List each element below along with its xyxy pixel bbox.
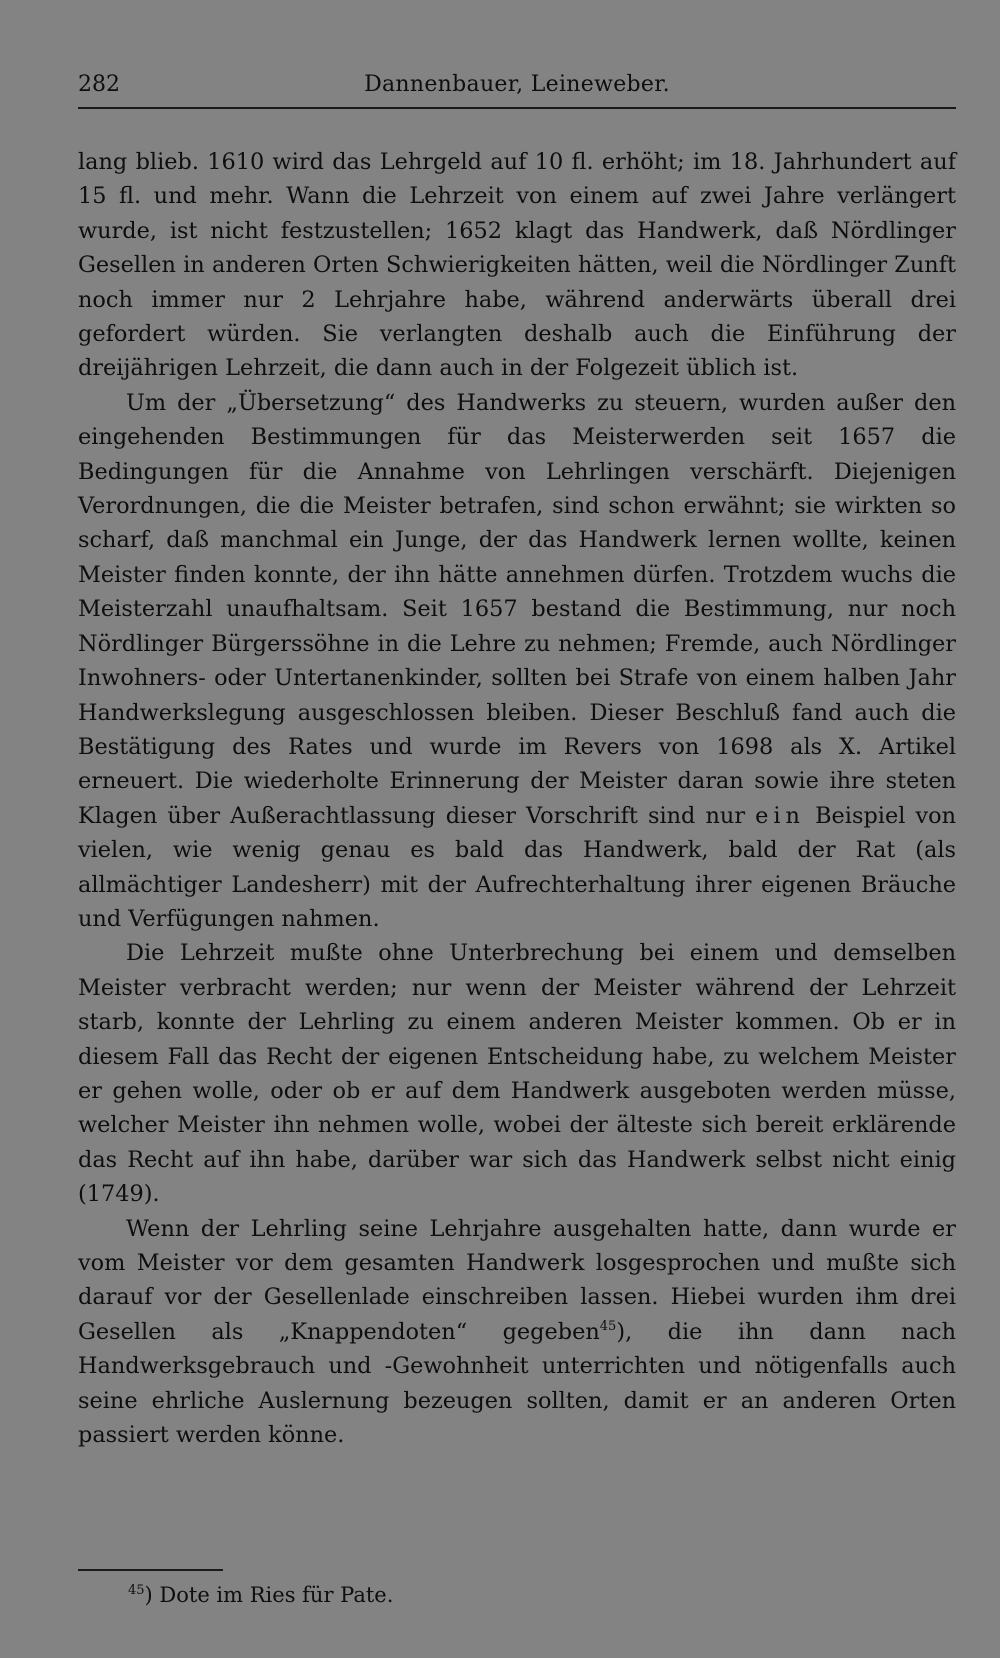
- footnote-text: ) Dote im Ries für Pate.: [144, 1583, 394, 1607]
- paragraph-2: [78, 386, 956, 937]
- paragraph-3: [78, 936, 956, 1211]
- footnote-marker[interactable]: 45: [599, 1318, 617, 1334]
- paragraph-4-text: Wenn der Lehrling seine Lehrjahre ausgehalten hatte, dann wurde er vom Meister vor dem gesamten Handwerk losgesprochen und mußte sich darauf vor der Gesellenlade einschreiben lassen. Hiebei wurden ihm drei Gesellen als „Knappendoten“ gegeben: [78, 1215, 956, 1345]
- body-text: [78, 145, 956, 1452]
- page-number: 282: [78, 72, 120, 97]
- paragraph-4-continuation: ), die ihn dann nach Handwerksgebrauch und -Gewohnheit unterrichten und nötigenfalls auch seine ehrliche Auslernung bezeugen sollten, damit er an anderen Orten passiert werden könne.: [78, 1318, 956, 1449]
- header-rule: [78, 107, 956, 109]
- paragraph-2-text: Um der „Übersetzung“ des Handwerks zu steuern, wurden außer den eingehenden Bestimmungen für das Meisterwerden seit 1657 die Bedingungen für die Annahme von Lehrlingen verschärft. Diejenigen Verordnungen, die die Meister betrafen, sind schon erwähnt; sie wirkten so scharf, daß manchmal ein Junge, der das Handwerk lernen wollte, keinen Meister finden konnte, der ihn hätte annehmen dürfen. Trotzdem wuchs die Meisterzahl unaufhaltsam. Seit 1657 bestand die Bestimmung, nur noch Nördlinger Bürgerssöhne in die Lehre zu nehmen; Fremde, auch Nördlinger Inwohners- oder Untertanenkinder, sollten bei Strafe von einem halben Jahr Handwerkslegung ausgeschlossen bleiben. Dieser Beschluß fand auch die Bestätigung des Rates und wurde im Revers von 1698 als X. Artikel erneuert. Die wiederholte Erinnerung der Meister daran sowie ihre steten Klagen über Außerachtlassung dieser Vorschrift sind nur: [78, 389, 956, 829]
- paragraph-3-text: Die Lehrzeit mußte ohne Unterbrechung bei einem und demselben Meister verbracht werden; nur wenn der Meister während der Lehrzeit starb, konnte der Lehrling zu einem anderen Meister kommen. Ob er in diesem Fall das Recht der eigenen Entscheidung habe, zu welchem Meister er gehen wolle, oder ob er auf dem Handwerk ausgeboten werden müsse, welcher Meister ihn nehmen wolle, wobei der älteste sich bereit erklärende das Recht auf ihn habe, darüber war sich das Handwerk selbst nicht einig (1749).: [78, 940, 956, 1208]
- footnote-number: 45: [128, 1583, 145, 1598]
- emphasized-word: ein: [755, 802, 805, 829]
- running-title: Dannenbauer, Leineweber.: [364, 72, 670, 97]
- paragraph-4: [78, 1212, 956, 1453]
- paragraph-1-text: lang blieb. 1610 wird das Lehrgeld auf 10 fl. erhöht; im 18. Jahrhundert auf 15 fl. und mehr. Wann die Lehrzeit von einem auf zwei Jahre verlängert wurde, ist nicht festzustellen; 1652 klagt das Handwerk, daß Nördlinger Gesellen in anderen Orten Schwierigkeiten hätten, weil die Nördlinger Zunft noch immer nur 2 Lehrjahre habe, während anderwärts überall drei gefordert würden. Sie verlangten deshalb auch die Einführung der dreijährigen Lehrzeit, die dann auch in der Folgezeit üblich ist.: [78, 149, 956, 382]
- paragraph-2-continuation: Beispiel von vielen, wie wenig genau es bald das Handwerk, bald der Rat (als allmächtiger Landesherr) mit der Aufrechterhaltung ihrer eigenen Bräuche und Verfügungen nahmen.: [78, 802, 957, 932]
- running-head: [78, 70, 956, 100]
- footnote-rule: [78, 1569, 223, 1571]
- paragraph-1: [78, 145, 956, 386]
- footnote: [128, 1578, 948, 1612]
